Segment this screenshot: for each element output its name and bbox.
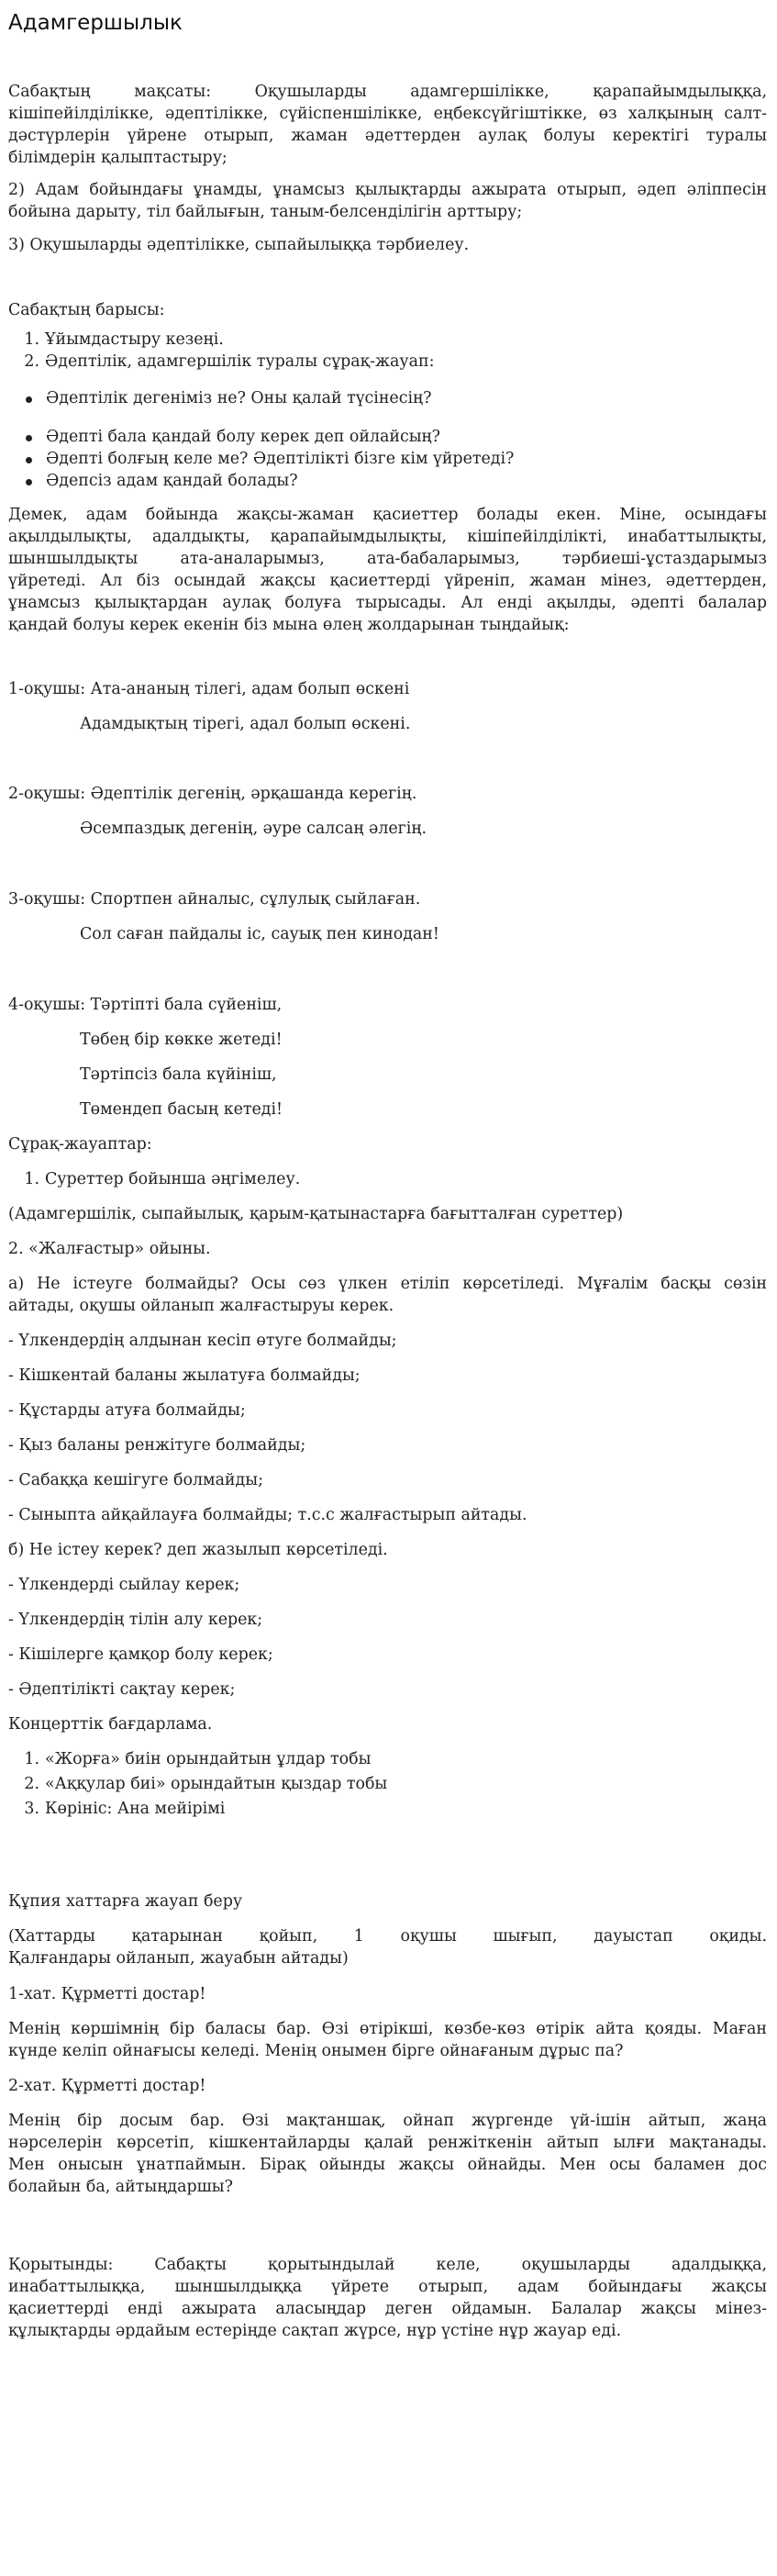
letter-2-line: нәрселерін көрсетіп, кішкентайларды қалай ренжіткенін айтып ылғи мақтанады. xyxy=(8,2134,767,2152)
letter-2-line: Менің бір досым бар. Өзі мақтаншақ, ойнап жүргенде үй-ішін айтып, жаңа xyxy=(8,2112,767,2130)
conclusion-line: инабаттылыққа, шыншылдыққа үйрете отырып, адам бойындағы жақсы xyxy=(8,2278,767,2296)
poem-line: Төбең бір көкке жетеді! xyxy=(80,1031,283,1049)
game-a-line: а) Не істеуге болмайды? Осы сөз үлкен етіліп көрсетіледі. Мұғалім басқы сөзін xyxy=(8,1275,767,1293)
aim3-line: 3) Оқушыларды әдептілікке, сыпайылыққа тәрбиелеу. xyxy=(8,236,470,254)
aim-line: дәстүрлерін үйрене отырып, жаман әдеттерден аулақ болуы керектігі туралы xyxy=(8,127,767,145)
qa-heading: Сұрақ-жауаптар: xyxy=(8,1135,152,1154)
paragraph-line: ақылдылықты, адалдықты, қарапайымдылықты, кішіпейілділікті, инабаттылықты, xyxy=(8,528,767,546)
dont-item: - Үлкендердің алдынан кесіп өтуге болмайды; xyxy=(8,1332,397,1350)
conclusion-line: құлықтарды әрдайым естеріңде сақтап жүрсе, нұр үстіне нұр жауар еді. xyxy=(8,2322,622,2340)
poem-student-4: 4-оқушы: Тәртіпті бала сүйеніш, xyxy=(8,996,283,1014)
aim-line: Сабақтың мақсаты: Оқушыларды адамгершілікке, қарапайымдылыққа, xyxy=(8,83,767,101)
flow-item: 1. Ұйымдастыру кезеңі. xyxy=(24,330,224,349)
poem-line: Адамдықтың тірегі, адал болып өскені. xyxy=(80,715,411,733)
dont-item: - Кішкентай баланы жылатуға болмайды; xyxy=(8,1366,361,1385)
qa-item: 1. Суреттер бойынша әңгімелеу. xyxy=(24,1170,301,1188)
letter-2-title: 2-хат. Құрметті достар! xyxy=(8,2077,206,2095)
concert-heading: Концерттік бағдарлама. xyxy=(8,1715,213,1734)
paragraph-line: үйретеді. Ал біз осындай жақсы қасиеттерді үйреніп, жаман мінез, әдеттерден, xyxy=(8,572,767,590)
do-item: - Кішілерге қамқор болу керек; xyxy=(8,1645,273,1664)
qa-note: (Адамгершілік, сыпайылық, қарым-қатынастарға бағытталған суреттер) xyxy=(8,1205,624,1223)
letter-1-title: 1-хат. Құрметті достар! xyxy=(8,1985,206,2003)
dont-item: - Құстарды атуға болмайды; xyxy=(8,1401,246,1420)
conclusion-line: Қорытынды: Сабақты қорытындылай келе, оқушыларды адалдыққа, xyxy=(8,2256,767,2274)
letters-heading: Құпия хаттарға жауап беру xyxy=(8,1892,243,1911)
aim2-line: бойына дарыту, тіл байлығын, таным-белсенділігін арттыру; xyxy=(8,203,523,221)
poem-line: Сол саған пайдалы іс, сауық пен кинодан! xyxy=(80,925,439,943)
question-bullet: Әдепсіз адам қандай болады? xyxy=(46,472,298,490)
aim-line: кішіпейілділікке, әдептілікке, сүйіспеншілікке, еңбексүйгіштікке, өз халқының салт- xyxy=(8,105,767,123)
question-bullet: Әдептілік дегеніміз не? Оны қалай түсінесің? xyxy=(46,389,432,407)
aim2-line: 2) Адам бойындағы ұнамды, ұнамсыз қылықтарды ажырата отырып, әдеп әліппесін xyxy=(8,181,767,199)
conclusion-line: қасиеттерді енді ажырата аласыңдар деген ойдамын. Балалар жақсы мінез- xyxy=(8,2300,767,2318)
game-b-line: б) Не істеу керек? деп жазылып көрсетіледі. xyxy=(8,1541,388,1559)
flow-item: 2. Әдептілік, адамгершілік туралы сұрақ-жауап: xyxy=(24,352,435,371)
page-title: Адамгершылык xyxy=(8,11,183,35)
letter-2-line: Мен онысын ұнатпаймын. Бірақ ойынды жақсы ойнайды. Мен осы баламен дос xyxy=(8,2156,767,2174)
paragraph-line: Демек, адам бойында жақсы-жаман қасиеттер болады екен. Міне, осындағы xyxy=(8,506,767,524)
letters-note-line: Қалғандары ойланып, жауабын айтады) xyxy=(8,1949,349,1968)
concert-item: 3. Көрініс: Ана мейірімі xyxy=(24,1800,226,1818)
aim-line: білімдерін қалыптастыру; xyxy=(8,149,228,167)
poem-student-2: 2-оқушы: Әдептілік дегенің, әрқашанда керегің. xyxy=(8,785,417,803)
lesson-flow-heading: Сабақтың барысы: xyxy=(8,301,165,319)
do-item: - Әдептілікті сақтау керек; xyxy=(8,1680,236,1699)
letter-2-line: болайын ба, айтыңдаршы? xyxy=(8,2178,233,2196)
game-a-line: айтады, оқушы ойланып жалғастыруы керек. xyxy=(8,1297,394,1315)
paragraph-line: ұнамсыз қылықтардан аулақ болуға тырысады. Ал енді ақылды, әдепті балалар xyxy=(8,594,767,612)
concert-item: 2. «Аққулар биі» орындайтын қыздар тобы xyxy=(24,1775,388,1793)
question-bullet: Әдепті бала қандай болу керек деп ойлайсың? xyxy=(46,428,441,446)
poem-line: Әсемпаздық дегенің, әуре салсаң әлегің. xyxy=(80,820,427,838)
poem-line: Төмендеп басың кетеді! xyxy=(80,1100,283,1119)
paragraph-line: шыншылдықты ата-аналарымыз, ата-бабаларымыз, тәрбиеші-ұстаздарымыз xyxy=(8,550,767,568)
dont-item: - Сыныпта айқайлауға болмайды; т.с.с жалғастырып айтады. xyxy=(8,1506,527,1524)
poem-student-1: 1-оқушы: Ата-ананың тілегі, адам болып өскені xyxy=(8,680,410,698)
do-item: - Үлкендерді сыйлау керек; xyxy=(8,1576,240,1594)
concert-item: 1. «Жорға» биін орындайтын ұлдар тобы xyxy=(24,1750,372,1768)
paragraph-line: қандай болуы керек екенін біз мына өлең жолдарынан тыңдайық: xyxy=(8,616,570,634)
letter-1-line: Менің көршімнің бір баласы бар. Өзі өтірікші, көзбе-көз өтірік айта қояды. Маған xyxy=(8,2020,767,2038)
letter-1-line: күнде келіп ойнағысы келеді. Менің онымен бірге ойнағаным дұрыс па? xyxy=(8,2042,624,2060)
poem-line: Тәртіпсіз бала күйініш, xyxy=(80,1065,277,1084)
question-bullet: Әдепті болғың келе ме? Әдептілікті бізге кім үйретеді? xyxy=(46,450,515,468)
game-heading: 2. «Жалғастыр» ойыны. xyxy=(8,1240,211,1258)
dont-item: - Сабаққа кешігуге болмайды; xyxy=(8,1471,263,1489)
dont-item: - Қыз баланы ренжітуге болмайды; xyxy=(8,1436,306,1455)
poem-student-3: 3-оқушы: Спортпен айналыс, сұлулық сыйлаған. xyxy=(8,890,421,909)
do-item: - Үлкендердің тілін алу керек; xyxy=(8,1611,263,1629)
letters-note-line: (Хаттарды қатарынан қойып, 1 оқушы шығып, дауыстап оқиды. xyxy=(8,1927,767,1946)
